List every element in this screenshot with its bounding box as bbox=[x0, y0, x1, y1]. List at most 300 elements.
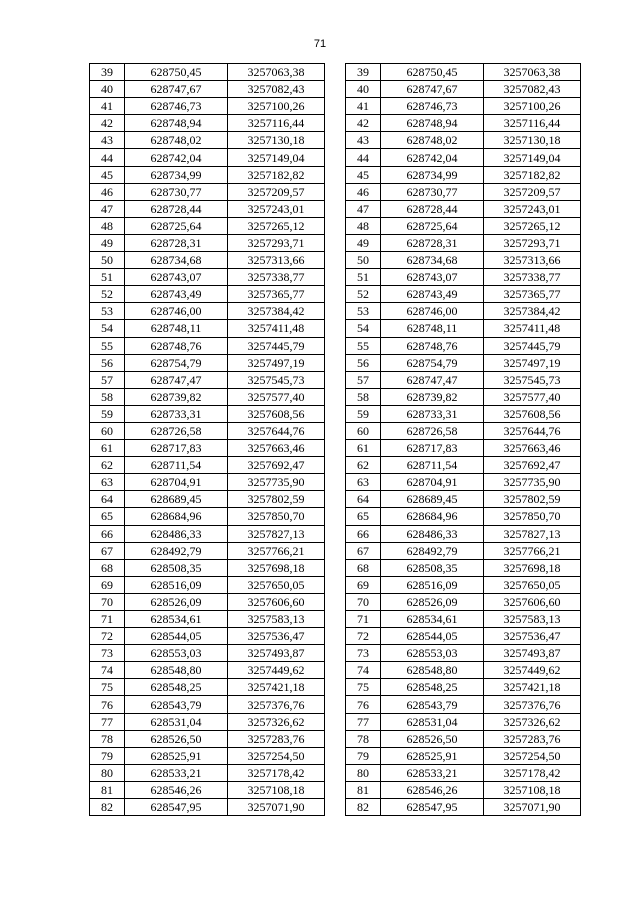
point-number-cell: 53 bbox=[90, 303, 125, 320]
point-number-cell: 39 bbox=[346, 64, 381, 81]
point-number-cell: 41 bbox=[346, 98, 381, 115]
y-coordinate-cell: 3257698,18 bbox=[228, 559, 325, 576]
x-coordinate-cell: 628526,09 bbox=[125, 593, 228, 610]
x-coordinate-cell: 628728,31 bbox=[125, 234, 228, 251]
table-row bbox=[90, 440, 325, 457]
y-coordinate-cell: 3257293,71 bbox=[484, 234, 581, 251]
y-coordinate-cell: 3257802,59 bbox=[484, 491, 581, 508]
point-number-cell: 56 bbox=[90, 354, 125, 371]
point-number-cell: 75 bbox=[90, 679, 125, 696]
y-coordinate-cell: 3257178,42 bbox=[228, 764, 325, 781]
y-coordinate-cell: 3257608,56 bbox=[484, 405, 581, 422]
table-row bbox=[346, 593, 581, 610]
table-row bbox=[90, 200, 325, 217]
point-number-cell: 78 bbox=[346, 730, 381, 747]
point-number-cell: 58 bbox=[346, 388, 381, 405]
x-coordinate-cell: 628543,79 bbox=[125, 696, 228, 713]
x-coordinate-cell: 628734,68 bbox=[125, 252, 228, 269]
x-coordinate-cell: 628739,82 bbox=[381, 388, 484, 405]
y-coordinate-cell: 3257606,60 bbox=[484, 593, 581, 610]
x-coordinate-cell: 628748,02 bbox=[381, 132, 484, 149]
point-number-cell: 55 bbox=[90, 337, 125, 354]
x-coordinate-cell: 628486,33 bbox=[125, 525, 228, 542]
point-number-cell: 81 bbox=[346, 781, 381, 798]
y-coordinate-cell: 3257411,48 bbox=[228, 320, 325, 337]
y-coordinate-cell: 3257735,90 bbox=[484, 474, 581, 491]
point-number-cell: 62 bbox=[90, 457, 125, 474]
table-row bbox=[90, 474, 325, 491]
x-coordinate-cell: 628726,58 bbox=[381, 422, 484, 439]
point-number-cell: 42 bbox=[90, 115, 125, 132]
y-coordinate-cell: 3257583,13 bbox=[228, 611, 325, 628]
x-coordinate-cell: 628486,33 bbox=[381, 525, 484, 542]
point-number-cell: 39 bbox=[90, 64, 125, 81]
y-coordinate-cell: 3257376,76 bbox=[228, 696, 325, 713]
y-coordinate-cell: 3257449,62 bbox=[228, 662, 325, 679]
table-row bbox=[90, 320, 325, 337]
table-row bbox=[346, 764, 581, 781]
table-row bbox=[346, 662, 581, 679]
x-coordinate-cell: 628750,45 bbox=[125, 64, 228, 81]
y-coordinate-cell: 3257149,04 bbox=[228, 149, 325, 166]
point-number-cell: 52 bbox=[346, 286, 381, 303]
table-row bbox=[346, 747, 581, 764]
x-coordinate-cell: 628533,21 bbox=[381, 764, 484, 781]
x-coordinate-cell: 628717,83 bbox=[125, 440, 228, 457]
point-number-cell: 67 bbox=[346, 542, 381, 559]
x-coordinate-cell: 628748,76 bbox=[381, 337, 484, 354]
y-coordinate-cell: 3257577,40 bbox=[484, 388, 581, 405]
table-row bbox=[90, 491, 325, 508]
table-row bbox=[90, 217, 325, 234]
point-number-cell: 43 bbox=[90, 132, 125, 149]
x-coordinate-cell: 628516,09 bbox=[381, 576, 484, 593]
y-coordinate-cell: 3257283,76 bbox=[228, 730, 325, 747]
y-coordinate-cell: 3257545,73 bbox=[228, 371, 325, 388]
x-coordinate-cell: 628742,04 bbox=[125, 149, 228, 166]
y-coordinate-cell: 3257082,43 bbox=[228, 81, 325, 98]
y-coordinate-cell: 3257644,76 bbox=[228, 422, 325, 439]
point-number-cell: 76 bbox=[346, 696, 381, 713]
table-row bbox=[346, 320, 581, 337]
x-coordinate-cell: 628734,68 bbox=[381, 252, 484, 269]
point-number-cell: 77 bbox=[90, 713, 125, 730]
point-number-cell: 69 bbox=[346, 576, 381, 593]
x-coordinate-cell: 628725,64 bbox=[381, 217, 484, 234]
y-coordinate-cell: 3257365,77 bbox=[484, 286, 581, 303]
y-coordinate-cell: 3257384,42 bbox=[484, 303, 581, 320]
point-number-cell: 79 bbox=[90, 747, 125, 764]
x-coordinate-cell: 628750,45 bbox=[381, 64, 484, 81]
y-coordinate-cell: 3257108,18 bbox=[484, 781, 581, 798]
x-coordinate-cell: 628492,79 bbox=[125, 542, 228, 559]
table-row bbox=[346, 696, 581, 713]
y-coordinate-cell: 3257130,18 bbox=[484, 132, 581, 149]
table-row bbox=[346, 559, 581, 576]
x-coordinate-cell: 628746,00 bbox=[381, 303, 484, 320]
point-number-cell: 60 bbox=[346, 422, 381, 439]
x-coordinate-cell: 628746,00 bbox=[125, 303, 228, 320]
point-number-cell: 46 bbox=[346, 183, 381, 200]
table-row bbox=[346, 525, 581, 542]
table-row bbox=[346, 81, 581, 98]
y-coordinate-cell: 3257583,13 bbox=[484, 611, 581, 628]
x-coordinate-cell: 628728,44 bbox=[125, 200, 228, 217]
table-row bbox=[346, 405, 581, 422]
y-coordinate-cell: 3257608,56 bbox=[228, 405, 325, 422]
table-row bbox=[346, 781, 581, 798]
table-row bbox=[90, 628, 325, 645]
point-number-cell: 58 bbox=[90, 388, 125, 405]
x-coordinate-cell: 628711,54 bbox=[381, 457, 484, 474]
point-number-cell: 51 bbox=[346, 269, 381, 286]
point-number-cell: 64 bbox=[346, 491, 381, 508]
y-coordinate-cell: 3257421,18 bbox=[484, 679, 581, 696]
table-row bbox=[346, 166, 581, 183]
point-number-cell: 40 bbox=[90, 81, 125, 98]
y-coordinate-cell: 3257293,71 bbox=[228, 234, 325, 251]
x-coordinate-cell: 628689,45 bbox=[125, 491, 228, 508]
point-number-cell: 47 bbox=[90, 200, 125, 217]
y-coordinate-cell: 3257644,76 bbox=[484, 422, 581, 439]
x-coordinate-cell: 628534,61 bbox=[125, 611, 228, 628]
table-row bbox=[90, 166, 325, 183]
point-number-cell: 80 bbox=[346, 764, 381, 781]
point-number-cell: 69 bbox=[90, 576, 125, 593]
point-number-cell: 53 bbox=[346, 303, 381, 320]
point-number-cell: 56 bbox=[346, 354, 381, 371]
table-row bbox=[90, 132, 325, 149]
x-coordinate-cell: 628553,03 bbox=[125, 645, 228, 662]
x-coordinate-cell: 628746,73 bbox=[381, 98, 484, 115]
table-row bbox=[346, 645, 581, 662]
y-coordinate-cell: 3257149,04 bbox=[484, 149, 581, 166]
table-row bbox=[90, 679, 325, 696]
table-row bbox=[90, 730, 325, 747]
table-row bbox=[346, 422, 581, 439]
table-row bbox=[90, 611, 325, 628]
y-coordinate-cell: 3257411,48 bbox=[484, 320, 581, 337]
x-coordinate-cell: 628525,91 bbox=[125, 747, 228, 764]
x-coordinate-cell: 628546,26 bbox=[125, 781, 228, 798]
table-row bbox=[90, 508, 325, 525]
table-row bbox=[346, 252, 581, 269]
point-number-cell: 59 bbox=[90, 405, 125, 422]
y-coordinate-cell: 3257178,42 bbox=[484, 764, 581, 781]
table-row bbox=[90, 593, 325, 610]
x-coordinate-cell: 628684,96 bbox=[381, 508, 484, 525]
y-coordinate-cell: 3257182,82 bbox=[228, 166, 325, 183]
y-coordinate-cell: 3257850,70 bbox=[228, 508, 325, 525]
y-coordinate-cell: 3257735,90 bbox=[228, 474, 325, 491]
y-coordinate-cell: 3257445,79 bbox=[228, 337, 325, 354]
table-row bbox=[90, 337, 325, 354]
point-number-cell: 45 bbox=[346, 166, 381, 183]
x-coordinate-cell: 628711,54 bbox=[125, 457, 228, 474]
y-coordinate-cell: 3257254,50 bbox=[228, 747, 325, 764]
table-row bbox=[90, 713, 325, 730]
x-coordinate-cell: 628726,58 bbox=[125, 422, 228, 439]
x-coordinate-cell: 628748,11 bbox=[381, 320, 484, 337]
y-coordinate-cell: 3257692,47 bbox=[484, 457, 581, 474]
x-coordinate-cell: 628548,80 bbox=[381, 662, 484, 679]
y-coordinate-cell: 3257536,47 bbox=[484, 628, 581, 645]
x-coordinate-cell: 628734,99 bbox=[381, 166, 484, 183]
y-coordinate-cell: 3257063,38 bbox=[484, 64, 581, 81]
table-row bbox=[90, 303, 325, 320]
point-number-cell: 80 bbox=[90, 764, 125, 781]
page-number: 71 bbox=[313, 38, 327, 50]
x-coordinate-cell: 628547,95 bbox=[125, 799, 228, 816]
x-coordinate-cell: 628533,21 bbox=[125, 764, 228, 781]
point-number-cell: 42 bbox=[346, 115, 381, 132]
x-coordinate-cell: 628548,80 bbox=[125, 662, 228, 679]
y-coordinate-cell: 3257243,01 bbox=[228, 200, 325, 217]
y-coordinate-cell: 3257116,44 bbox=[228, 115, 325, 132]
x-coordinate-cell: 628747,67 bbox=[125, 81, 228, 98]
x-coordinate-cell: 628743,49 bbox=[125, 286, 228, 303]
table-row bbox=[346, 799, 581, 816]
y-coordinate-cell: 3257254,50 bbox=[484, 747, 581, 764]
table-row bbox=[346, 628, 581, 645]
y-coordinate-cell: 3257384,42 bbox=[228, 303, 325, 320]
x-coordinate-cell: 628526,09 bbox=[381, 593, 484, 610]
table-row bbox=[90, 98, 325, 115]
y-coordinate-cell: 3257313,66 bbox=[484, 252, 581, 269]
table-row bbox=[90, 149, 325, 166]
y-coordinate-cell: 3257493,87 bbox=[228, 645, 325, 662]
x-coordinate-cell: 628730,77 bbox=[381, 183, 484, 200]
point-number-cell: 50 bbox=[90, 252, 125, 269]
y-coordinate-cell: 3257421,18 bbox=[228, 679, 325, 696]
table-row bbox=[90, 764, 325, 781]
point-number-cell: 67 bbox=[90, 542, 125, 559]
table-row bbox=[346, 200, 581, 217]
y-coordinate-cell: 3257545,73 bbox=[484, 371, 581, 388]
table-row bbox=[90, 781, 325, 798]
point-number-cell: 73 bbox=[346, 645, 381, 662]
point-number-cell: 47 bbox=[346, 200, 381, 217]
coordinates-table-right bbox=[345, 63, 581, 816]
y-coordinate-cell: 3257663,46 bbox=[228, 440, 325, 457]
table-row bbox=[90, 457, 325, 474]
point-number-cell: 77 bbox=[346, 713, 381, 730]
table-row bbox=[346, 354, 581, 371]
table-row bbox=[346, 713, 581, 730]
y-coordinate-cell: 3257071,90 bbox=[484, 799, 581, 816]
table-row bbox=[346, 269, 581, 286]
table-row bbox=[90, 64, 325, 81]
y-coordinate-cell: 3257108,18 bbox=[228, 781, 325, 798]
point-number-cell: 66 bbox=[90, 525, 125, 542]
point-number-cell: 60 bbox=[90, 422, 125, 439]
table-row bbox=[90, 371, 325, 388]
x-coordinate-cell: 628548,25 bbox=[125, 679, 228, 696]
x-coordinate-cell: 628508,35 bbox=[125, 559, 228, 576]
point-number-cell: 72 bbox=[346, 628, 381, 645]
y-coordinate-cell: 3257536,47 bbox=[228, 628, 325, 645]
x-coordinate-cell: 628754,79 bbox=[125, 354, 228, 371]
x-coordinate-cell: 628544,05 bbox=[125, 628, 228, 645]
x-coordinate-cell: 628748,94 bbox=[125, 115, 228, 132]
x-coordinate-cell: 628747,47 bbox=[125, 371, 228, 388]
y-coordinate-cell: 3257663,46 bbox=[484, 440, 581, 457]
y-coordinate-cell: 3257365,77 bbox=[228, 286, 325, 303]
y-coordinate-cell: 3257493,87 bbox=[484, 645, 581, 662]
x-coordinate-cell: 628748,11 bbox=[125, 320, 228, 337]
point-number-cell: 61 bbox=[90, 440, 125, 457]
y-coordinate-cell: 3257082,43 bbox=[484, 81, 581, 98]
table-row bbox=[90, 662, 325, 679]
table-row bbox=[346, 388, 581, 405]
table-row bbox=[346, 234, 581, 251]
table-row bbox=[90, 252, 325, 269]
point-number-cell: 70 bbox=[346, 593, 381, 610]
point-number-cell: 57 bbox=[346, 371, 381, 388]
point-number-cell: 79 bbox=[346, 747, 381, 764]
y-coordinate-cell: 3257850,70 bbox=[484, 508, 581, 525]
point-number-cell: 81 bbox=[90, 781, 125, 798]
x-coordinate-cell: 628553,03 bbox=[381, 645, 484, 662]
table-row bbox=[346, 303, 581, 320]
point-number-cell: 64 bbox=[90, 491, 125, 508]
x-coordinate-cell: 628748,76 bbox=[125, 337, 228, 354]
x-coordinate-cell: 628733,31 bbox=[381, 405, 484, 422]
table-row bbox=[346, 611, 581, 628]
point-number-cell: 44 bbox=[346, 149, 381, 166]
x-coordinate-cell: 628544,05 bbox=[381, 628, 484, 645]
table-row bbox=[90, 405, 325, 422]
coordinates-table-left bbox=[89, 63, 325, 816]
x-coordinate-cell: 628534,61 bbox=[381, 611, 484, 628]
y-coordinate-cell: 3257827,13 bbox=[484, 525, 581, 542]
x-coordinate-cell: 628725,64 bbox=[125, 217, 228, 234]
table-row bbox=[90, 388, 325, 405]
y-coordinate-cell: 3257606,60 bbox=[228, 593, 325, 610]
x-coordinate-cell: 628728,31 bbox=[381, 234, 484, 251]
point-number-cell: 48 bbox=[346, 217, 381, 234]
y-coordinate-cell: 3257130,18 bbox=[228, 132, 325, 149]
table-row bbox=[346, 286, 581, 303]
point-number-cell: 82 bbox=[90, 799, 125, 816]
y-coordinate-cell: 3257265,12 bbox=[484, 217, 581, 234]
point-number-cell: 48 bbox=[90, 217, 125, 234]
table-row bbox=[346, 440, 581, 457]
x-coordinate-cell: 628728,44 bbox=[381, 200, 484, 217]
table-row bbox=[90, 645, 325, 662]
table-row bbox=[90, 559, 325, 576]
y-coordinate-cell: 3257650,05 bbox=[484, 576, 581, 593]
y-coordinate-cell: 3257766,21 bbox=[228, 542, 325, 559]
point-number-cell: 71 bbox=[90, 611, 125, 628]
point-number-cell: 54 bbox=[346, 320, 381, 337]
table-row bbox=[346, 576, 581, 593]
point-number-cell: 46 bbox=[90, 183, 125, 200]
x-coordinate-cell: 628733,31 bbox=[125, 405, 228, 422]
point-number-cell: 76 bbox=[90, 696, 125, 713]
x-coordinate-cell: 628743,07 bbox=[381, 269, 484, 286]
y-coordinate-cell: 3257326,62 bbox=[484, 713, 581, 730]
y-coordinate-cell: 3257265,12 bbox=[228, 217, 325, 234]
point-number-cell: 63 bbox=[346, 474, 381, 491]
table-row bbox=[346, 115, 581, 132]
point-number-cell: 62 bbox=[346, 457, 381, 474]
x-coordinate-cell: 628747,47 bbox=[381, 371, 484, 388]
y-coordinate-cell: 3257376,76 bbox=[484, 696, 581, 713]
point-number-cell: 49 bbox=[346, 234, 381, 251]
x-coordinate-cell: 628508,35 bbox=[381, 559, 484, 576]
y-coordinate-cell: 3257577,40 bbox=[228, 388, 325, 405]
table-row bbox=[346, 491, 581, 508]
table-row bbox=[346, 183, 581, 200]
coordinates-table-body-right bbox=[346, 64, 581, 816]
y-coordinate-cell: 3257243,01 bbox=[484, 200, 581, 217]
table-row bbox=[346, 542, 581, 559]
y-coordinate-cell: 3257766,21 bbox=[484, 542, 581, 559]
x-coordinate-cell: 628747,67 bbox=[381, 81, 484, 98]
point-number-cell: 72 bbox=[90, 628, 125, 645]
table-row bbox=[90, 115, 325, 132]
table-row bbox=[346, 149, 581, 166]
x-coordinate-cell: 628543,79 bbox=[381, 696, 484, 713]
x-coordinate-cell: 628743,49 bbox=[381, 286, 484, 303]
point-number-cell: 74 bbox=[346, 662, 381, 679]
table-row bbox=[90, 422, 325, 439]
table-row bbox=[346, 64, 581, 81]
x-coordinate-cell: 628730,77 bbox=[125, 183, 228, 200]
point-number-cell: 55 bbox=[346, 337, 381, 354]
table-row bbox=[90, 696, 325, 713]
x-coordinate-cell: 628531,04 bbox=[125, 713, 228, 730]
point-number-cell: 63 bbox=[90, 474, 125, 491]
x-coordinate-cell: 628748,94 bbox=[381, 115, 484, 132]
point-number-cell: 68 bbox=[346, 559, 381, 576]
point-number-cell: 75 bbox=[346, 679, 381, 696]
x-coordinate-cell: 628704,91 bbox=[381, 474, 484, 491]
y-coordinate-cell: 3257802,59 bbox=[228, 491, 325, 508]
y-coordinate-cell: 3257445,79 bbox=[484, 337, 581, 354]
table-row bbox=[90, 269, 325, 286]
table-row bbox=[90, 747, 325, 764]
table-row bbox=[346, 679, 581, 696]
point-number-cell: 71 bbox=[346, 611, 381, 628]
y-coordinate-cell: 3257338,77 bbox=[228, 269, 325, 286]
x-coordinate-cell: 628548,25 bbox=[381, 679, 484, 696]
point-number-cell: 45 bbox=[90, 166, 125, 183]
y-coordinate-cell: 3257116,44 bbox=[484, 115, 581, 132]
point-number-cell: 65 bbox=[346, 508, 381, 525]
x-coordinate-cell: 628742,04 bbox=[381, 149, 484, 166]
x-coordinate-cell: 628492,79 bbox=[381, 542, 484, 559]
y-coordinate-cell: 3257497,19 bbox=[484, 354, 581, 371]
point-number-cell: 50 bbox=[346, 252, 381, 269]
table-row bbox=[90, 542, 325, 559]
y-coordinate-cell: 3257100,26 bbox=[228, 98, 325, 115]
point-number-cell: 49 bbox=[90, 234, 125, 251]
x-coordinate-cell: 628754,79 bbox=[381, 354, 484, 371]
table-row bbox=[90, 81, 325, 98]
point-number-cell: 68 bbox=[90, 559, 125, 576]
table-row bbox=[90, 576, 325, 593]
point-number-cell: 78 bbox=[90, 730, 125, 747]
y-coordinate-cell: 3257698,18 bbox=[484, 559, 581, 576]
point-number-cell: 44 bbox=[90, 149, 125, 166]
y-coordinate-cell: 3257209,57 bbox=[484, 183, 581, 200]
y-coordinate-cell: 3257692,47 bbox=[228, 457, 325, 474]
x-coordinate-cell: 628547,95 bbox=[381, 799, 484, 816]
x-coordinate-cell: 628684,96 bbox=[125, 508, 228, 525]
point-number-cell: 59 bbox=[346, 405, 381, 422]
